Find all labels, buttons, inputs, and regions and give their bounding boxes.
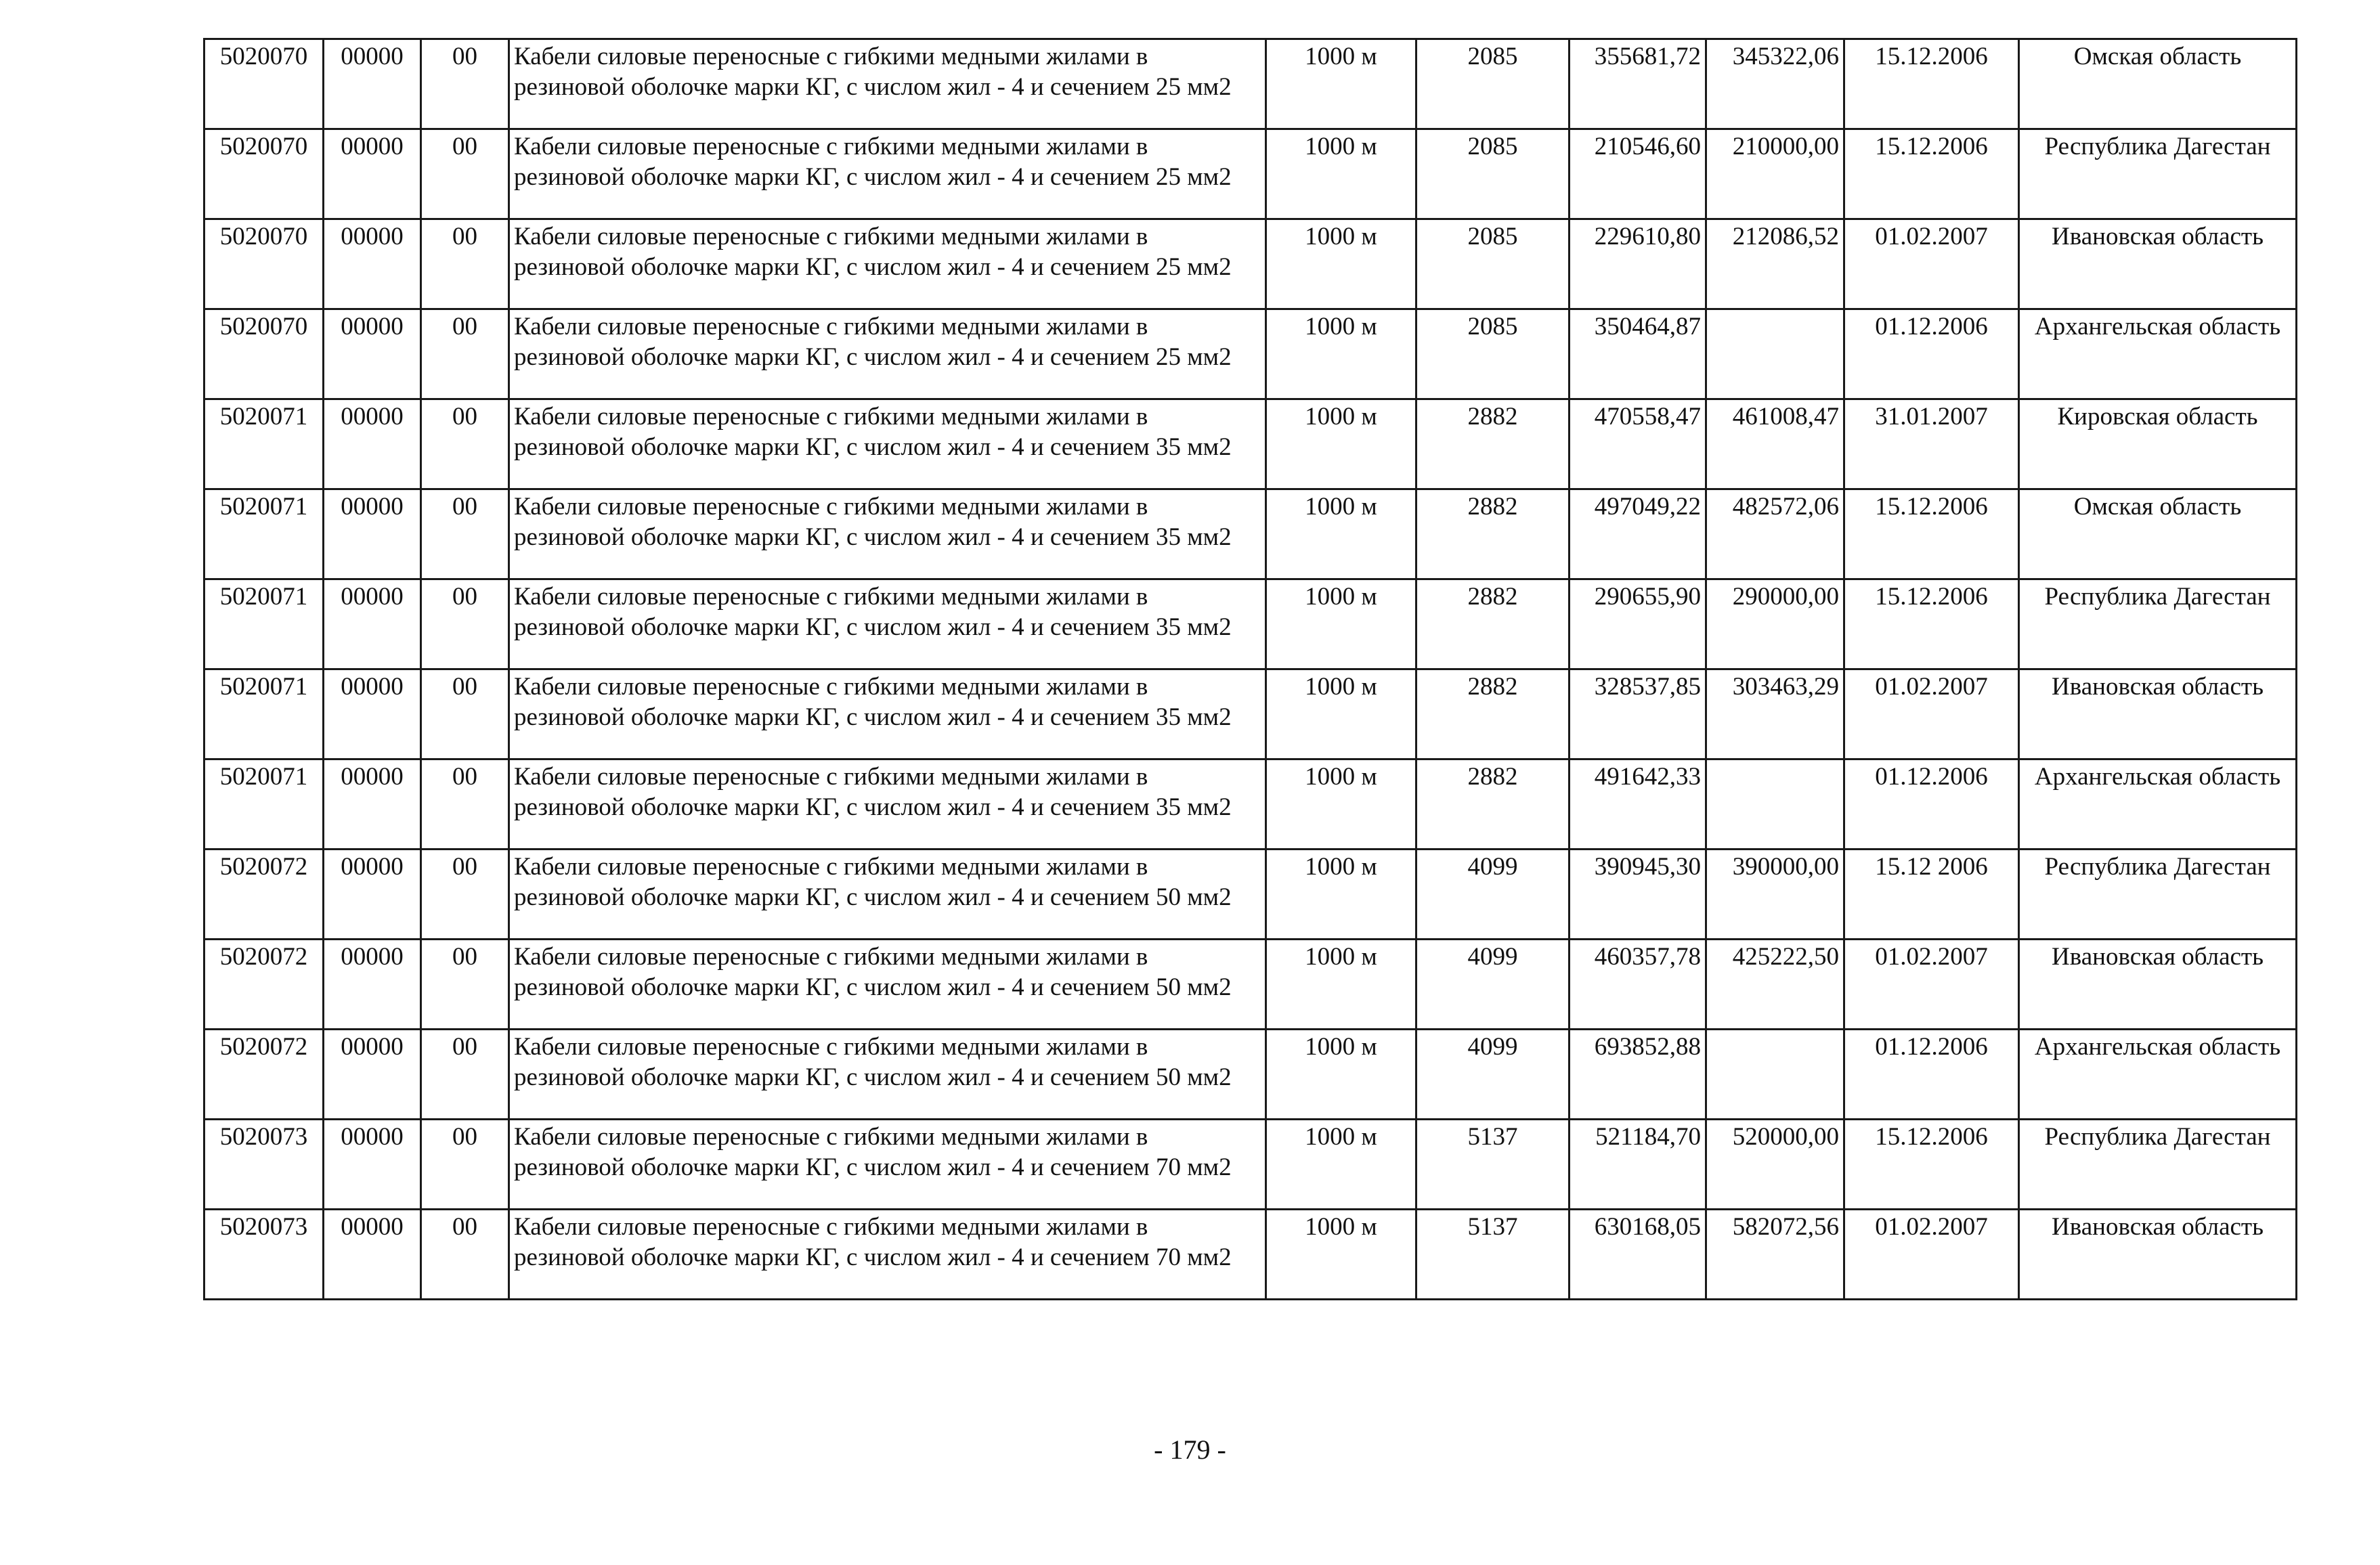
table-row xyxy=(204,309,2297,399)
price-max-cell: 630168,05 xyxy=(1570,1210,1706,1300)
subcode-cell: 00000 xyxy=(324,399,421,489)
description-cell: Кабели силовые переносные с гибкими медными жилами в резиновой оболочке марки КГ, с числом жил - 4 и сечением 70 мм2 xyxy=(509,1120,1266,1210)
region-cell: Архангельская область xyxy=(2019,309,2297,399)
subcode-cell: 00000 xyxy=(324,39,421,129)
unit-cell: 1000 м xyxy=(1266,850,1416,940)
unit-cell: 1000 м xyxy=(1266,669,1416,759)
class-code-cell: 00 xyxy=(421,309,509,399)
price-max-cell: 229610,80 xyxy=(1570,219,1706,309)
date-cell: 01.02.2007 xyxy=(1844,940,2019,1030)
table-row xyxy=(204,1120,2297,1210)
subcode-cell: 00000 xyxy=(324,940,421,1030)
description-cell: Кабели силовые переносные с гибкими медными жилами в резиновой оболочке марки КГ, с числом жил - 4 и сечением 25 мм2 xyxy=(509,309,1266,399)
description-cell: Кабели силовые переносные с гибкими медными жилами в резиновой оболочке марки КГ, с числом жил - 4 и сечением 35 мм2 xyxy=(509,759,1266,850)
class-code-cell: 00 xyxy=(421,489,509,579)
quantity-cell: 4099 xyxy=(1416,1030,1570,1120)
quantity-cell: 5137 xyxy=(1416,1210,1570,1300)
class-code-cell: 00 xyxy=(421,850,509,940)
product-code-cell: 5020071 xyxy=(204,489,324,579)
price-max-cell: 390945,30 xyxy=(1570,850,1706,940)
subcode-cell: 00000 xyxy=(324,579,421,669)
description-cell: Кабели силовые переносные с гибкими медными жилами в резиновой оболочке марки КГ, с числом жил - 4 и сечением 35 мм2 xyxy=(509,579,1266,669)
class-code-cell: 00 xyxy=(421,759,509,850)
product-code-cell: 5020073 xyxy=(204,1210,324,1300)
unit-cell: 1000 м xyxy=(1266,1210,1416,1300)
date-cell: 01.12.2006 xyxy=(1844,1030,2019,1120)
quantity-cell: 2085 xyxy=(1416,219,1570,309)
table-row xyxy=(204,669,2297,759)
subcode-cell: 00000 xyxy=(324,1210,421,1300)
quantity-cell: 2085 xyxy=(1416,39,1570,129)
class-code-cell: 00 xyxy=(421,1030,509,1120)
table-row xyxy=(204,489,2297,579)
price-table xyxy=(203,38,2297,1300)
product-code-cell: 5020070 xyxy=(204,39,324,129)
region-cell: Омская область xyxy=(2019,489,2297,579)
quantity-cell: 4099 xyxy=(1416,850,1570,940)
unit-cell: 1000 м xyxy=(1266,399,1416,489)
description-cell: Кабели силовые переносные с гибкими медными жилами в резиновой оболочке марки КГ, с числом жил - 4 и сечением 50 мм2 xyxy=(509,1030,1266,1120)
price-max-cell: 521184,70 xyxy=(1570,1120,1706,1210)
price-min-cell: 210000,00 xyxy=(1706,129,1844,219)
class-code-cell: 00 xyxy=(421,940,509,1030)
class-code-cell: 00 xyxy=(421,129,509,219)
region-cell: Архангельская область xyxy=(2019,1030,2297,1120)
product-code-cell: 5020071 xyxy=(204,759,324,850)
price-min-cell xyxy=(1706,309,1844,399)
region-cell: Архангельская область xyxy=(2019,759,2297,850)
unit-cell: 1000 м xyxy=(1266,579,1416,669)
product-code-cell: 5020072 xyxy=(204,1030,324,1120)
price-max-cell: 328537,85 xyxy=(1570,669,1706,759)
quantity-cell: 2882 xyxy=(1416,399,1570,489)
date-cell: 01.02.2007 xyxy=(1844,669,2019,759)
region-cell: Ивановская область xyxy=(2019,1210,2297,1300)
price-min-cell: 345322,06 xyxy=(1706,39,1844,129)
table-row xyxy=(204,850,2297,940)
price-min-cell xyxy=(1706,1030,1844,1120)
product-code-cell: 5020071 xyxy=(204,399,324,489)
quantity-cell: 2085 xyxy=(1416,129,1570,219)
description-cell: Кабели силовые переносные с гибкими медными жилами в резиновой оболочке марки КГ, с числом жил - 4 и сечением 25 мм2 xyxy=(509,219,1266,309)
date-cell: 01.02.2007 xyxy=(1844,219,2019,309)
region-cell: Республика Дагестан xyxy=(2019,850,2297,940)
quantity-cell: 2882 xyxy=(1416,669,1570,759)
price-max-cell: 491642,33 xyxy=(1570,759,1706,850)
unit-cell: 1000 м xyxy=(1266,940,1416,1030)
quantity-cell: 5137 xyxy=(1416,1120,1570,1210)
quantity-cell: 4099 xyxy=(1416,940,1570,1030)
region-cell: Ивановская область xyxy=(2019,940,2297,1030)
class-code-cell: 00 xyxy=(421,399,509,489)
price-max-cell: 350464,87 xyxy=(1570,309,1706,399)
price-min-cell: 290000,00 xyxy=(1706,579,1844,669)
region-cell: Кировская область xyxy=(2019,399,2297,489)
subcode-cell: 00000 xyxy=(324,489,421,579)
table-row xyxy=(204,399,2297,489)
table-body xyxy=(204,39,2297,1300)
date-cell: 15.12.2006 xyxy=(1844,579,2019,669)
subcode-cell: 00000 xyxy=(324,669,421,759)
description-cell: Кабели силовые переносные с гибкими медными жилами в резиновой оболочке марки КГ, с числом жил - 4 и сечением 35 мм2 xyxy=(509,399,1266,489)
quantity-cell: 2882 xyxy=(1416,489,1570,579)
price-min-cell: 582072,56 xyxy=(1706,1210,1844,1300)
price-max-cell: 290655,90 xyxy=(1570,579,1706,669)
quantity-cell: 2085 xyxy=(1416,309,1570,399)
description-cell: Кабели силовые переносные с гибкими медными жилами в резиновой оболочке марки КГ, с числом жил - 4 и сечением 50 мм2 xyxy=(509,850,1266,940)
date-cell: 15.12.2006 xyxy=(1844,129,2019,219)
class-code-cell: 00 xyxy=(421,1120,509,1210)
table-row xyxy=(204,39,2297,129)
date-cell: 15.12.2006 xyxy=(1844,489,2019,579)
unit-cell: 1000 м xyxy=(1266,1030,1416,1120)
table-row xyxy=(204,579,2297,669)
unit-cell: 1000 м xyxy=(1266,759,1416,850)
product-code-cell: 5020071 xyxy=(204,579,324,669)
region-cell: Омская область xyxy=(2019,39,2297,129)
price-max-cell: 210546,60 xyxy=(1570,129,1706,219)
price-min-cell: 390000,00 xyxy=(1706,850,1844,940)
subcode-cell: 00000 xyxy=(324,759,421,850)
subcode-cell: 00000 xyxy=(324,1030,421,1120)
table-row xyxy=(204,1030,2297,1120)
table-row xyxy=(204,940,2297,1030)
price-max-cell: 460357,78 xyxy=(1570,940,1706,1030)
date-cell: 15.12.2006 xyxy=(1844,39,2019,129)
unit-cell: 1000 м xyxy=(1266,129,1416,219)
class-code-cell: 00 xyxy=(421,1210,509,1300)
price-min-cell xyxy=(1706,759,1844,850)
product-code-cell: 5020071 xyxy=(204,669,324,759)
class-code-cell: 00 xyxy=(421,669,509,759)
date-cell: 01.02.2007 xyxy=(1844,1210,2019,1300)
subcode-cell: 00000 xyxy=(324,129,421,219)
product-code-cell: 5020070 xyxy=(204,219,324,309)
date-cell: 01.12.2006 xyxy=(1844,309,2019,399)
price-min-cell: 520000,00 xyxy=(1706,1120,1844,1210)
price-max-cell: 693852,88 xyxy=(1570,1030,1706,1120)
quantity-cell: 2882 xyxy=(1416,759,1570,850)
unit-cell: 1000 м xyxy=(1266,39,1416,129)
class-code-cell: 00 xyxy=(421,219,509,309)
description-cell: Кабели силовые переносные с гибкими медными жилами в резиновой оболочке марки КГ, с числом жил - 4 и сечением 25 мм2 xyxy=(509,129,1266,219)
date-cell: 01.12.2006 xyxy=(1844,759,2019,850)
price-min-cell: 461008,47 xyxy=(1706,399,1844,489)
date-cell: 15.12 2006 xyxy=(1844,850,2019,940)
table-row xyxy=(204,129,2297,219)
description-cell: Кабели силовые переносные с гибкими медными жилами в резиновой оболочке марки КГ, с числом жил - 4 и сечением 50 мм2 xyxy=(509,940,1266,1030)
product-code-cell: 5020072 xyxy=(204,850,324,940)
product-code-cell: 5020073 xyxy=(204,1120,324,1210)
subcode-cell: 00000 xyxy=(324,1120,421,1210)
region-cell: Республика Дагестан xyxy=(2019,129,2297,219)
table-row xyxy=(204,219,2297,309)
region-cell: Республика Дагестан xyxy=(2019,579,2297,669)
subcode-cell: 00000 xyxy=(324,309,421,399)
description-cell: Кабели силовые переносные с гибкими медными жилами в резиновой оболочке марки КГ, с числом жил - 4 и сечением 25 мм2 xyxy=(509,39,1266,129)
table-row xyxy=(204,1210,2297,1300)
price-max-cell: 470558,47 xyxy=(1570,399,1706,489)
unit-cell: 1000 м xyxy=(1266,309,1416,399)
description-cell: Кабели силовые переносные с гибкими медными жилами в резиновой оболочке марки КГ, с числом жил - 4 и сечением 70 мм2 xyxy=(509,1210,1266,1300)
product-code-cell: 5020070 xyxy=(204,309,324,399)
price-min-cell: 212086,52 xyxy=(1706,219,1844,309)
unit-cell: 1000 м xyxy=(1266,1120,1416,1210)
price-max-cell: 497049,22 xyxy=(1570,489,1706,579)
unit-cell: 1000 м xyxy=(1266,219,1416,309)
date-cell: 31.01.2007 xyxy=(1844,399,2019,489)
page-number: - 179 - xyxy=(1154,1434,1226,1465)
unit-cell: 1000 м xyxy=(1266,489,1416,579)
quantity-cell: 2882 xyxy=(1416,579,1570,669)
date-cell: 15.12.2006 xyxy=(1844,1120,2019,1210)
subcode-cell: 00000 xyxy=(324,850,421,940)
subcode-cell: 00000 xyxy=(324,219,421,309)
price-min-cell: 482572,06 xyxy=(1706,489,1844,579)
region-cell: Ивановская область xyxy=(2019,219,2297,309)
region-cell: Ивановская область xyxy=(2019,669,2297,759)
price-max-cell: 355681,72 xyxy=(1570,39,1706,129)
price-min-cell: 425222,50 xyxy=(1706,940,1844,1030)
description-cell: Кабели силовые переносные с гибкими медными жилами в резиновой оболочке марки КГ, с числом жил - 4 и сечением 35 мм2 xyxy=(509,669,1266,759)
description-cell: Кабели силовые переносные с гибкими медными жилами в резиновой оболочке марки КГ, с числом жил - 4 и сечением 35 мм2 xyxy=(509,489,1266,579)
region-cell: Республика Дагестан xyxy=(2019,1120,2297,1210)
product-code-cell: 5020070 xyxy=(204,129,324,219)
table-row xyxy=(204,759,2297,850)
price-min-cell: 303463,29 xyxy=(1706,669,1844,759)
class-code-cell: 00 xyxy=(421,579,509,669)
product-code-cell: 5020072 xyxy=(204,940,324,1030)
class-code-cell: 00 xyxy=(421,39,509,129)
